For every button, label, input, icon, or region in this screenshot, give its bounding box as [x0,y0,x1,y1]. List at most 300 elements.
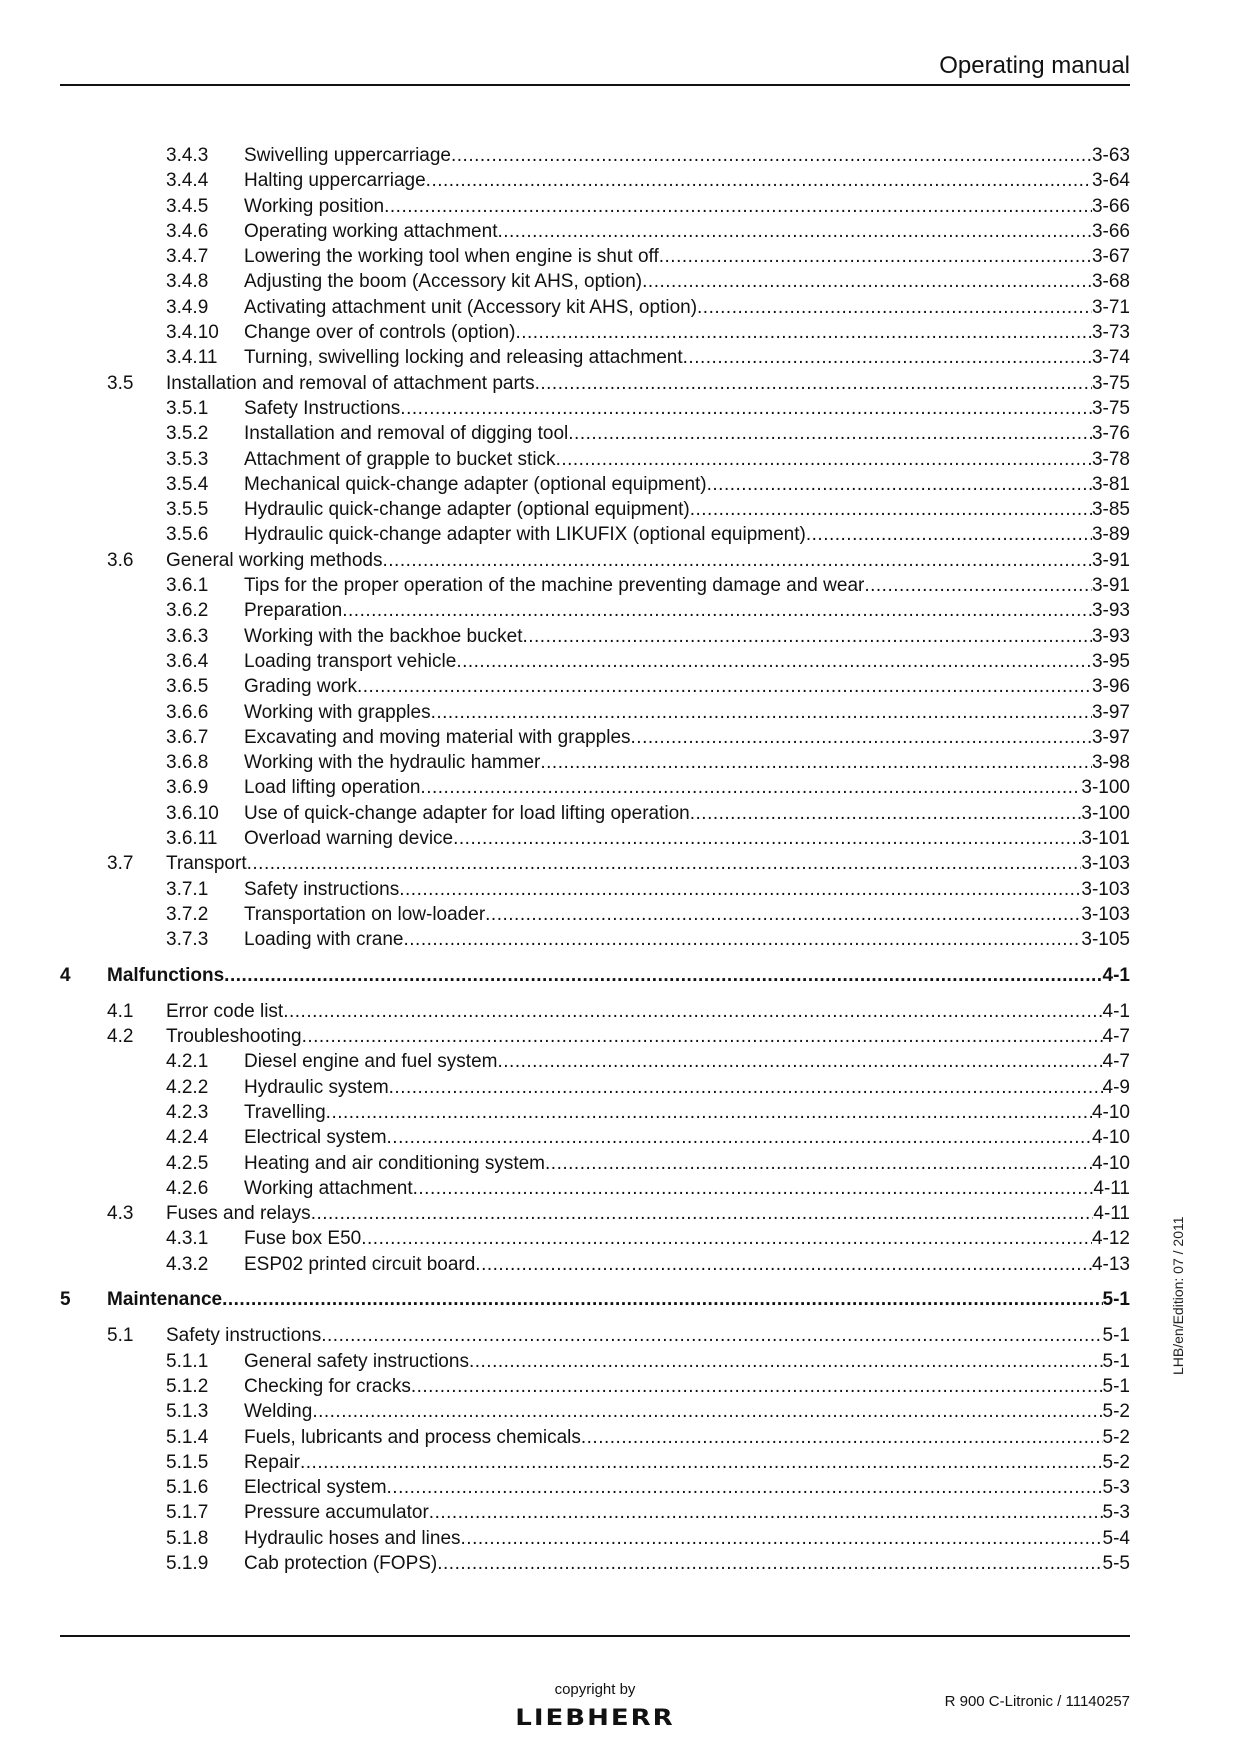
toc-chapter-row[interactable] [60,1287,1130,1312]
toc-page-number: 5-1 [1102,1350,1130,1372]
toc-title: Transportation on low-loader [244,903,486,925]
toc-entry [244,1475,1130,1500]
toc-row[interactable] [60,700,1130,725]
toc-number: 3.6.6 [166,701,209,723]
toc-page-number: 3-85 [1091,499,1130,521]
toc-row[interactable] [60,320,1130,345]
toc-title: General safety instructions [244,1350,469,1372]
toc-row[interactable] [60,219,1130,244]
toc-title: Checking for cracks [244,1375,411,1397]
toc-row[interactable] [60,194,1130,219]
toc-entry [244,674,1130,699]
toc-leader-dots [389,1075,1103,1100]
toc-entry [244,522,1130,547]
toc-number: 4.2.5 [166,1152,209,1174]
toc-entry [244,1125,1130,1150]
toc-page-number: 3-81 [1091,473,1130,495]
toc-page-number: 4-11 [1093,1177,1130,1199]
toc-entry [244,700,1130,725]
toc-title: Heating and air conditioning system [244,1152,546,1174]
toc-page-number: 3-97 [1091,726,1130,748]
toc-leader-dots [300,1450,1103,1475]
toc-title: General working methods [166,549,383,571]
toc-row[interactable] [60,1049,1130,1074]
toc-row[interactable] [60,1151,1130,1176]
toc-page-number: 3-93 [1091,600,1130,622]
toc-number: 5.1 [107,1325,134,1347]
toc-page-number: 3-103 [1081,903,1130,925]
toc-number: 3.6.8 [166,752,209,774]
toc-page-number: 5-3 [1102,1502,1130,1524]
toc-leader-dots [283,999,1102,1024]
toc-leader-dots [399,877,1081,902]
toc-row[interactable] [60,143,1130,168]
toc-number: 4 [60,964,71,986]
toc-number: 4.2.2 [166,1076,209,1098]
table-of-contents [60,143,1130,1576]
toc-number: 3.5.6 [166,524,209,546]
toc-leader-dots [321,1323,1102,1348]
toc-number: 5 [60,1289,71,1311]
toc-page-number: 5-3 [1102,1477,1130,1499]
toc-row[interactable] [60,801,1130,826]
toc-entry [244,826,1130,851]
toc-leader-dots [515,320,1092,345]
toc-entry [244,1374,1130,1399]
toc-entry [244,421,1130,446]
toc-number: 4.3 [107,1203,134,1225]
toc-leader-dots [222,1287,1102,1312]
toc-leader-dots [302,1024,1103,1049]
toc-entry [244,1049,1130,1074]
toc-leader-dots [461,1526,1103,1551]
toc-entry [166,999,1130,1024]
toc-entry [166,1323,1130,1348]
toc-row[interactable] [60,421,1130,446]
toc-entry [244,902,1130,927]
toc-leader-dots [357,674,1092,699]
toc-page-number: 3-71 [1091,296,1130,318]
toc-leader-dots [247,851,1082,876]
toc-number: 3.7.3 [166,929,209,951]
toc-title: Pressure accumulator [244,1502,429,1524]
toc-row[interactable] [60,244,1130,269]
toc-leader-dots [806,522,1092,547]
toc-title: Diesel engine and fuel system [244,1051,498,1073]
toc-row[interactable] [60,522,1130,547]
toc-leader-dots [475,1252,1092,1277]
toc-title: Load lifting operation [244,777,421,799]
toc-leader-dots [224,963,1102,988]
toc-page-number: 3-67 [1091,246,1130,268]
toc-number: 4.3.1 [166,1228,209,1250]
toc-row[interactable] [60,1425,1130,1450]
toc-entry [244,1226,1130,1251]
toc-row[interactable] [60,1374,1130,1399]
toc-row[interactable] [60,396,1130,421]
toc-leader-dots [420,775,1081,800]
toc-row[interactable] [60,826,1130,851]
toc-page-number: 5-1 [1102,1289,1130,1311]
toc-number: 3.7.1 [166,878,209,900]
toc-entry [244,649,1130,674]
model-document-id: R 900 C-Litronic / 11140257 [944,1693,1130,1710]
toc-entry [244,295,1130,320]
toc-number: 3.4.6 [166,220,209,242]
toc-number: 5.1.5 [166,1451,209,1473]
toc-page-number: 3-68 [1091,271,1130,293]
toc-number: 4.2.4 [166,1127,209,1149]
toc-number: 3.5.3 [166,448,209,470]
toc-row[interactable] [60,999,1130,1024]
toc-title: Loading with crane [244,929,404,951]
toc-page-number: 3-105 [1081,929,1130,951]
toc-title: Halting uppercarriage [244,170,426,192]
toc-number: 5.1.1 [166,1350,209,1372]
toc-leader-dots [497,219,1092,244]
toc-entry [244,194,1130,219]
toc-page-number: 3-97 [1091,701,1130,723]
toc-entry [244,750,1130,775]
toc-title: Installation and removal of digging tool [244,423,569,445]
toc-page-number: 4-10 [1091,1152,1130,1174]
toc-number: 5.1.4 [166,1426,209,1448]
toc-leader-dots [384,194,1092,219]
toc-entry [244,244,1130,269]
toc-row[interactable] [60,573,1130,598]
toc-entry [244,598,1130,623]
toc-entry [166,548,1130,573]
toc-page-number: 5-4 [1102,1527,1130,1549]
toc-title: Repair [244,1451,300,1473]
toc-entry [166,371,1130,396]
toc-title: Attachment of grapple to bucket stick [244,448,556,470]
toc-entry [244,775,1130,800]
toc-title: Preparation [244,600,343,622]
toc-row[interactable] [60,1500,1130,1525]
toc-entry [244,1100,1130,1125]
toc-leader-dots [437,1551,1102,1576]
toc-leader-dots [535,371,1092,396]
toc-leader-dots [404,927,1082,952]
toc-row[interactable] [60,927,1130,952]
toc-row[interactable] [60,1075,1130,1100]
toc-number: 4.2 [107,1026,134,1048]
toc-page-number: 5-5 [1102,1553,1130,1575]
toc-leader-dots [864,573,1092,598]
toc-leader-dots [469,1349,1103,1374]
toc-title: Hydraulic quick-change adapter (optional equipment) [244,499,690,521]
toc-title: Welding [244,1401,313,1423]
toc-entry [244,1425,1130,1450]
toc-number: 3.6.11 [166,828,218,850]
toc-title: Fuels, lubricants and process chemicals [244,1426,581,1448]
toc-leader-dots [411,1374,1103,1399]
liebherr-logo: LIEBHERR [515,1705,675,1731]
toc-row[interactable] [60,902,1130,927]
toc-page-number: 5-2 [1102,1401,1130,1423]
toc-row[interactable] [60,649,1130,674]
toc-title: Loading transport vehicle [244,650,457,672]
toc-entry [244,269,1130,294]
toc-row[interactable] [60,1226,1130,1251]
toc-page-number: 4-1 [1102,1000,1130,1022]
toc-leader-dots [426,168,1092,193]
toc-row[interactable] [60,295,1130,320]
copyright-label: copyright by [554,1681,636,1698]
toc-number: 3.6 [107,549,134,571]
toc-number: 4.2.3 [166,1101,209,1123]
toc-page-number: 3-101 [1081,828,1130,850]
toc-leader-dots [456,649,1092,674]
toc-title: Overload warning device [244,828,454,850]
toc-entry [244,1349,1130,1374]
toc-entry [244,143,1130,168]
toc-row[interactable] [60,345,1130,370]
toc-leader-dots [431,700,1092,725]
toc-title: Working position [244,195,385,217]
toc-page-number: 3-75 [1091,397,1130,419]
toc-title: Lowering the working tool when engine is shut off [244,246,659,268]
toc-entry [244,801,1130,826]
toc-leader-dots [690,801,1082,826]
toc-title: Excavating and moving material with grapples [244,726,631,748]
toc-number: 4.2.1 [166,1051,209,1073]
toc-page-number: 4-9 [1102,1076,1130,1098]
toc-number: 5.1.2 [166,1375,209,1397]
toc-page-number: 4-11 [1093,1203,1130,1225]
toc-number: 3.5.5 [166,499,209,521]
toc-entry [107,1287,1130,1312]
toc-title: Adjusting the boom (Accessory kit AHS, option) [244,271,643,293]
toc-page-number: 3-91 [1091,549,1130,571]
toc-page-number: 3-95 [1091,650,1130,672]
toc-title: Travelling [244,1101,326,1123]
toc-page-number: 3-93 [1091,625,1130,647]
toc-title: Installation and removal of attachment parts [166,372,535,394]
toc-leader-dots [581,1425,1103,1450]
toc-page-number: 4-12 [1091,1228,1130,1250]
toc-entry [166,851,1130,876]
toc-row[interactable] [60,1399,1130,1424]
toc-number: 4.1 [107,1000,134,1022]
toc-number: 3.4.3 [166,145,209,166]
toc-number: 5.1.6 [166,1477,209,1499]
toc-row[interactable] [60,1125,1130,1150]
toc-entry [244,219,1130,244]
toc-number: 3.6.10 [166,802,219,824]
toc-title: Error code list [166,1000,284,1022]
toc-entry [244,1526,1130,1551]
toc-page-number: 3-64 [1091,170,1130,192]
toc-page-number: 3-74 [1091,347,1130,369]
toc-row[interactable] [60,750,1130,775]
toc-row[interactable] [60,1176,1130,1201]
toc-row[interactable] [60,447,1130,472]
toc-leader-dots [631,725,1092,750]
toc-chapter-row[interactable] [60,963,1130,988]
toc-leader-dots [690,497,1092,522]
toc-title: Turning, swivelling locking and releasing attachment [244,347,683,369]
toc-leader-dots [659,244,1092,269]
toc-row[interactable] [60,851,1130,876]
toc-number: 3.6.7 [166,726,209,748]
toc-row[interactable] [60,1475,1130,1500]
toc-row[interactable] [60,1323,1130,1348]
toc-page-number: 3-66 [1091,195,1130,217]
toc-page-number: 4-13 [1091,1253,1130,1275]
document-title: Operating manual [939,52,1130,79]
toc-title: Change over of controls (option) [244,322,516,344]
toc-row[interactable] [60,168,1130,193]
header-rule [60,84,1130,86]
toc-title: Mechanical quick-change adapter (optional equipment) [244,473,707,495]
toc-leader-dots [540,750,1092,775]
toc-entry [107,963,1130,988]
toc-title: ESP02 printed circuit board [244,1253,476,1275]
toc-leader-dots [568,421,1092,446]
toc-row[interactable] [60,775,1130,800]
toc-title: Working attachment [244,1177,413,1199]
toc-title: Swivelling uppercarriage [244,145,451,166]
toc-number: 3.6.3 [166,625,209,647]
toc-entry [244,345,1130,370]
toc-leader-dots [429,1500,1103,1525]
toc-page-number: 3-98 [1091,752,1130,774]
toc-title: Transport [166,853,247,875]
toc-row[interactable] [60,674,1130,699]
toc-row[interactable] [60,371,1130,396]
toc-number: 3.6.9 [166,777,209,799]
toc-page-number: 5-1 [1102,1325,1130,1347]
toc-entry [244,1151,1130,1176]
toc-number: 3.6.5 [166,676,209,698]
toc-row[interactable] [60,269,1130,294]
toc-leader-dots [400,396,1092,421]
toc-page-number: 3-100 [1081,802,1130,824]
toc-row[interactable] [60,548,1130,573]
toc-page-number: 3-91 [1091,575,1130,597]
toc-title: Electrical system [244,1127,387,1149]
toc-title: Grading work [244,676,357,698]
toc-title: Use of quick-change adapter for load lifting operation [244,802,690,824]
toc-number: 3.5 [107,372,134,394]
toc-row[interactable] [60,624,1130,649]
toc-row[interactable] [60,1100,1130,1125]
toc-number: 5.1.8 [166,1527,209,1549]
toc-number: 4.3.2 [166,1253,209,1275]
toc-number: 3.5.1 [166,397,209,419]
toc-leader-dots [413,1176,1094,1201]
toc-entry [244,472,1130,497]
toc-number: 3.6.2 [166,600,209,622]
toc-entry [244,1176,1130,1201]
toc-row[interactable] [60,1450,1130,1475]
toc-leader-dots [342,598,1092,623]
toc-title: Safety Instructions [244,397,401,419]
toc-entry [166,1024,1130,1049]
toc-entry [244,497,1130,522]
toc-page-number: 5-2 [1102,1451,1130,1473]
toc-row[interactable] [60,598,1130,623]
toc-entry [244,725,1130,750]
toc-number: 5.1.7 [166,1502,209,1524]
toc-title: Troubleshooting [166,1026,302,1048]
toc-number: 3.4.8 [166,271,209,293]
toc-page-number: 3-89 [1091,524,1130,546]
toc-page-number: 3-73 [1091,322,1130,344]
toc-number: 3.7.2 [166,903,209,925]
toc-leader-dots [312,1399,1102,1424]
toc-page-number: 3-63 [1091,145,1130,166]
toc-leader-dots [642,269,1092,294]
toc-leader-dots [311,1201,1094,1226]
toc-entry [244,1551,1130,1576]
toc-title: Operating working attachment [244,220,498,242]
toc-page-number: 3-103 [1081,878,1130,900]
footer-rule [60,1635,1130,1637]
toc-row[interactable] [60,1551,1130,1576]
toc-row[interactable] [60,1201,1130,1226]
toc-number: 3.4.7 [166,246,209,268]
toc-row[interactable] [60,877,1130,902]
toc-leader-dots [556,447,1092,472]
toc-title: Safety instructions [244,878,400,900]
toc-leader-dots [522,624,1092,649]
toc-title: Working with the backhoe bucket [244,625,523,647]
toc-entry [244,1252,1130,1277]
toc-entry [244,1450,1130,1475]
toc-entry [244,877,1130,902]
toc-number: 3.6.1 [166,575,209,597]
toc-page-number: 4-10 [1091,1101,1130,1123]
toc-entry [244,573,1130,598]
toc-entry [244,1075,1130,1100]
toc-leader-dots [545,1151,1092,1176]
toc-row[interactable] [60,1252,1130,1277]
toc-entry [244,1399,1130,1424]
toc-page-number: 3-100 [1081,777,1130,799]
toc-entry [244,396,1130,421]
toc-page-number: 4-1 [1102,964,1130,986]
toc-leader-dots [707,472,1092,497]
toc-entry [244,168,1130,193]
toc-number: 4.2.6 [166,1177,209,1199]
toc-title: Fuses and relays [166,1203,311,1225]
toc-page-number: 3-76 [1091,423,1130,445]
toc-title: Safety instructions [166,1325,322,1347]
toc-row[interactable] [60,497,1130,522]
toc-page-number: 4-7 [1102,1026,1130,1048]
toc-row[interactable] [60,472,1130,497]
toc-number: 3.4.9 [166,296,209,318]
toc-leader-dots [383,548,1092,573]
toc-leader-dots [451,143,1092,168]
toc-number: 5.1.9 [166,1553,209,1575]
toc-row[interactable] [60,725,1130,750]
toc-leader-dots [485,902,1081,927]
toc-entry [244,1500,1130,1525]
toc-row[interactable] [60,1349,1130,1374]
toc-row[interactable] [60,1526,1130,1551]
toc-page-number: 3-103 [1081,853,1130,875]
toc-title: Hydraulic quick-change adapter with LIKUFIX (optional equipment) [244,524,806,546]
toc-page-number: 4-7 [1102,1051,1130,1073]
toc-row[interactable] [60,1024,1130,1049]
toc-entry [244,624,1130,649]
edition-note: LHB/en/Edition: 07 / 2011 [1170,1216,1186,1375]
toc-leader-dots [387,1475,1103,1500]
